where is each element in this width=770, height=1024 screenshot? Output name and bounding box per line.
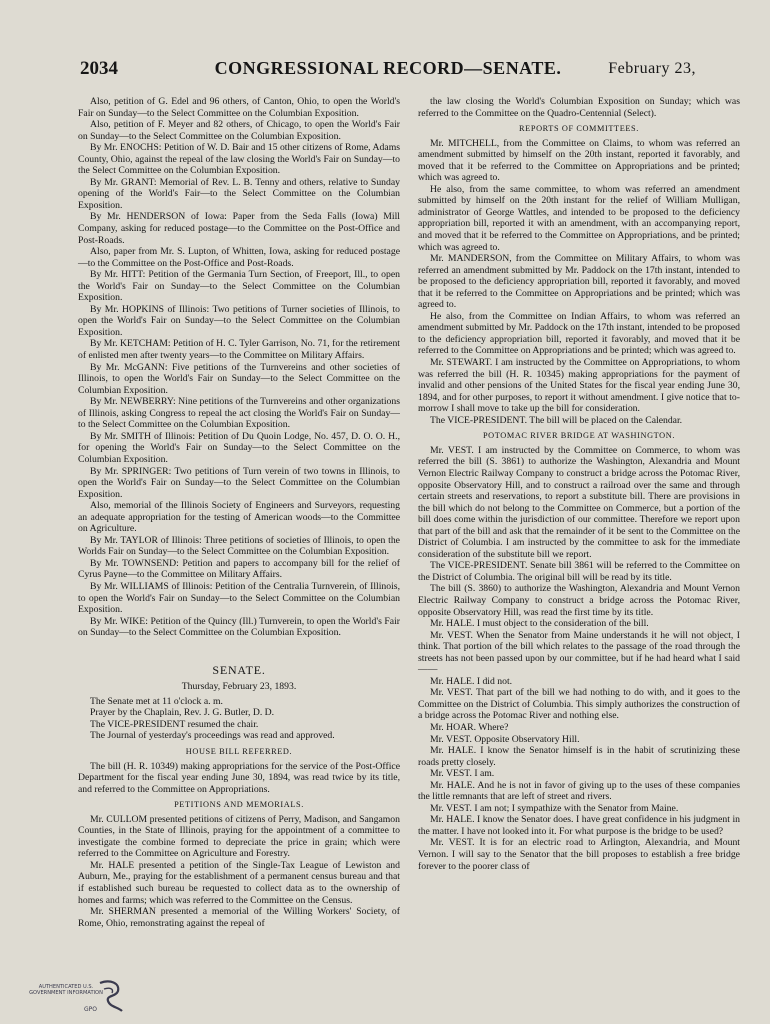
- paragraph: Mr. STEWART. I am instructed by the Committee on Appropriations, to whom was referred the bill (H. R. 10345) making appropriations for the payment of invalid and other pensions of the United States for the fiscal year ending June 30, 1894, and for other purposes, to report it without amendment. I give notice that to-morrow I shall move to take up the bill for consideration.: [418, 357, 740, 415]
- paragraph: Also, petition of F. Meyer and 82 others, of Chicago, to open the World's Fair on Sunday—to the Select Committee on the Columbian Exposition.: [78, 119, 400, 142]
- section-heading: SENATE.: [212, 662, 266, 677]
- paragraph: Also, memorial of the Illinois Society of Engineers and Surveyors, requesting an adequate appropriation for the testing of American woods—to the Committee on Agriculture.: [78, 500, 400, 535]
- paragraph: Mr. MITCHELL, from the Committee on Claims, to whom was referred an amendment submitted by himself on the 20th instant, reported it favorably, and moved that it be referred to the Committee on Appropriations and be printed; which was agreed to.: [418, 137, 740, 184]
- paragraph: the law closing the World's Columbian Exposition on Sunday; which was referred to the Committee on the Quadro-Centennial (Select).: [418, 96, 740, 119]
- paragraph: Also, petition of G. Edel and 96 others, of Canton, Ohio, to open the World's Fair on Sunday—to the Select Committee on the Columbian Exposition.: [78, 96, 400, 119]
- paragraph: By Mr. TOWNSEND: Petition and papers to accompany bill for the relief of Cyrus Payne—to the Committee on Military Affairs.: [78, 557, 400, 581]
- paragraph: He also, from the same committee, to whom was referred an amendment submitted by himself on the 20th instant for the relief of William Mulligan, administrator of George Wattles, and intended to be proposed to the deficiency appropriation bill, reported it with an amendment, with an accompanying report, and moved that it be referred to the Committee on Appropriations, and be printed; which was agreed to.: [418, 183, 740, 253]
- paragraph: Mr. VEST. I am instructed by the Committee on Commerce, to whom was referred the bill (S. 3861) to authorize the Washington, Alexandria and Mount Vernon Electric Railway Company to construct a bridge across the Potomac River, opposite Observatory Hill, and to construct a railroad over the same and through certain streets and reservations, to report a substitute bill. There are provisions in the bill which do not belong to the Committee on Commerce, but a portion of the bill does come within the jurisdiction of our committee. Therefore we report upon that part of the bill and ask that the remainder of it be sent to the Committee on the District of Columbia. I am instructed by the committee to ask for the immediate consideration of the substitute bill we report.: [418, 444, 740, 560]
- paragraph: Also, paper from Mr. S. Lupton, of Whitten, Iowa, asking for reduced postage—to the Committee on the Post-Office and Post-Roads.: [78, 246, 400, 269]
- paragraph: Mr. HALE presented a petition of the Single-Tax League of Lewiston and Auburn, Me., praying for the establishment of a permanent census bureau and that if established such bureau be requested to collect data as to the ownership of homes and farms; which was referred to the Committee on the Census.: [78, 859, 400, 906]
- paragraph: Mr. HALE. I must object to the consideration of the bill.: [430, 618, 649, 630]
- paragraph: By Mr. KETCHAM: Petition of H. C. Tyler Garrison, No. 71, for the retirement of enlisted men after twenty years—to the Committee on Military Affairs.: [78, 338, 400, 362]
- paragraph: He also, from the Committee on Indian Affairs, to whom was referred an amendment submitted by Mr. Paddock on the 17th instant, intended to be proposed to the deficiency appropriation bill, reported it favorably, and moved that it be referred to the Committee on Appropriations and be printed; which was agreed to.: [418, 310, 740, 357]
- section-heading: HOUSE BILL REFERRED.: [185, 746, 293, 756]
- paragraph: Mr. HALE. And he is not in favor of giving up to the uses of these companies the little remnants that are left of street and rivers.: [418, 779, 740, 803]
- stamp-text: AUTHENTICATED U.S. GOVERNMENT INFORMATION: [29, 984, 103, 996]
- paragraph: Prayer by the Chaplain, Rev. J. G. Butler, D. D.: [90, 707, 275, 719]
- paragraph: By Mr. SPRINGER: Two petitions of Turn verein of two towns in Illinois, to open the World's Fair on Sunday—to the Select Committee on the Columbian Exposition.: [78, 465, 400, 500]
- paragraph: Mr. VEST. I am not; I sympathize with the Senator from Maine.: [430, 802, 679, 814]
- section-heading: POTOMAC RIVER BRIDGE AT WASHINGTON.: [482, 431, 676, 441]
- paragraph: Mr. HALE. I know the Senator does. I have great confidence in his judgment in the matter. I have not looked into it. For what purpose is the bridge to be used?: [418, 814, 740, 837]
- paragraph: By Mr. ENOCHS: Petition of W. D. Bair and 15 other citizens of Rome, Adams County, Ohio, against the repeal of the law closing the World's Fair on Sunday—to the Select Committee on the Columbian Exposition.: [78, 142, 400, 177]
- paragraph: Mr. VEST. I am.: [430, 768, 495, 780]
- section-heading: PETITIONS AND MEMORIALS.: [174, 800, 304, 810]
- page-date: February 23,: [608, 60, 696, 77]
- paragraph: By Mr. WILLIAMS of Illinois: Petition of the Centralia Turnverein, of Illinois, to open the World's Fair on Sunday—to the Select Committee on the Columbian Exposition.: [78, 580, 400, 616]
- paragraph: Mr. VEST. Opposite Observatory Hill.: [430, 733, 580, 745]
- paragraph: The bill (S. 3860) to authorize the Washington, Alexandria and Mount Vernon Electric Railway Company to construct a bridge across the Potomac River, opposite Observatory Hill, was read the first time by its title.: [418, 583, 740, 618]
- paragraph: By Mr. WIKE: Petition of the Quincy (Ill.) Turnverein, to open the World's Fair on Sunday—to the Select Committee on the Columbian Exposition.: [78, 615, 400, 639]
- paragraph: By Mr. HOPKINS of Illinois: Two petitions of Turner societies of Illinois, to open the World's Fair on Sunday—to the Select Committee on the Columbian Exposition.: [78, 303, 400, 338]
- paragraph: By Mr. NEWBERRY: Nine petitions of the Turnvereins and other organizations of Illinois, asking Congress to repeal the act closing the World's Fair on Sunday—to the Select Committee on the Columbian Exposition.: [78, 396, 400, 431]
- section-heading: REPORTS OF COMMITTEES.: [519, 124, 639, 134]
- page-number: 2034: [80, 58, 118, 79]
- paragraph: Mr. MANDERSON, from the Committee on Military Affairs, to whom was referred an amendment submitted by Mr. Paddock on the 17th instant, intended to be proposed to the deficiency appropriation bill, reported it favorably, and moved that it be referred to the Committee on Appropriations and be printed; which was agreed to.: [418, 253, 740, 311]
- paragraph: By Mr. SMITH of Illinois: Petition of Du Quoin Lodge, No. 457, D. O. O. H., for opening the World's Fair on Sunday—to the Select Committee on the Columbian Exposition.: [78, 430, 400, 465]
- stamp-gpo-label: GPO: [84, 1006, 97, 1013]
- paragraph: The VICE-PRESIDENT. Senate bill 3861 will be referred to the Committee on the District of Columbia. The original bill will be read by its title.: [418, 560, 740, 583]
- paragraph: By Mr. HENDERSON of Iowa: Paper from the Seda Falls (Iowa) Mill Company, asking for reduced postage—to the Committee on the Post-Office and Post-Roads.: [78, 211, 400, 246]
- paragraph: Mr. HOAR. Where?: [430, 721, 509, 733]
- paragraph: By Mr. HITT: Petition of the Germania Turn Section, of Freeport, Ill., to open the World's Fair on Sunday—to the Select Committee on the Columbian Exposition.: [78, 269, 400, 304]
- paragraph: The VICE-PRESIDENT. The bill will be placed on the Calendar.: [430, 414, 683, 426]
- paragraph: By Mr. TAYLOR of Illinois: Three petitions of societies of Illinois, to open the Worlds Fair on Sunday—to the Select Committee on the Columbian Exposition.: [78, 534, 400, 558]
- paragraph: Mr. VEST. That part of the bill we had nothing to do with, and it goes to the Committee on the District of Columbia. This simply authorizes the construction of a bridge across the Potomac River and nothing else.: [418, 687, 740, 722]
- paragraph: The bill (H. R. 10349) making appropriations for the service of the Post-Office Department for the fiscal year ending June 30, 1894, was read twice by its title, and referred to the Committee on Appropriations.: [78, 760, 400, 795]
- gpo-authentication-stamp: [28, 977, 138, 1017]
- paragraph: By Mr. McGANN: Five petitions of the Turnvereins and other societies of Illinois, to open the World's Fair on Sunday—to the Select Committee on the Columbian Exposition.: [78, 361, 400, 396]
- page-header: [80, 58, 696, 82]
- eagle-seal-icon: [96, 977, 126, 1013]
- paragraph: Mr. VEST. It is for an electric road to Arlington, Alexandria, and Mount Vernon. I will say to the Senator that the bill proposes to establish a free bridge forever to the poorer class of: [418, 837, 740, 872]
- page-title: CONGRESSIONAL RECORD—SENATE.: [214, 58, 562, 78]
- paragraph: The VICE-PRESIDENT resumed the chair.: [90, 718, 259, 730]
- paragraph: Mr. HALE. I know the Senator himself is in the habit of scrutinizing these roads pretty closely.: [418, 745, 740, 768]
- paragraph: Mr. CULLOM presented petitions of citizens of Perry, Madison, and Sangamon Counties, in the State of Illinois, praying for the appointment of a committee to investigate the combine formed to depreciate the price in grain; which were referred to the Committee on Agriculture and Forestry.: [78, 813, 400, 860]
- paragraph: The Senate met at 11 o'clock a. m.: [90, 695, 223, 707]
- paragraph: Mr. SHERMAN presented a memorial of the Willing Workers' Society, of Rome, Ohio, remonstrating against the repeal of: [78, 906, 400, 929]
- right-column: [418, 96, 740, 872]
- paragraph: Mr. HALE. I did not.: [430, 675, 513, 687]
- paragraph: By Mr. GRANT: Memorial of Rev. L. B. Tenny and others, relative to Sunday opening of the World's Fair—to the Select Committee on the Columbian Exposition.: [78, 176, 400, 211]
- paragraph: Thursday, February 23, 1893.: [181, 681, 297, 693]
- paragraph: The Journal of yesterday's proceedings was read and approved.: [90, 730, 335, 742]
- left-column: [78, 96, 400, 929]
- paragraph: Mr. VEST. When the Senator from Maine understands it he will not object, I think. That portion of the bill which relates to the passage of the road through the streets has not been passed upon by our committee, but if he had heard what I said——: [418, 629, 740, 676]
